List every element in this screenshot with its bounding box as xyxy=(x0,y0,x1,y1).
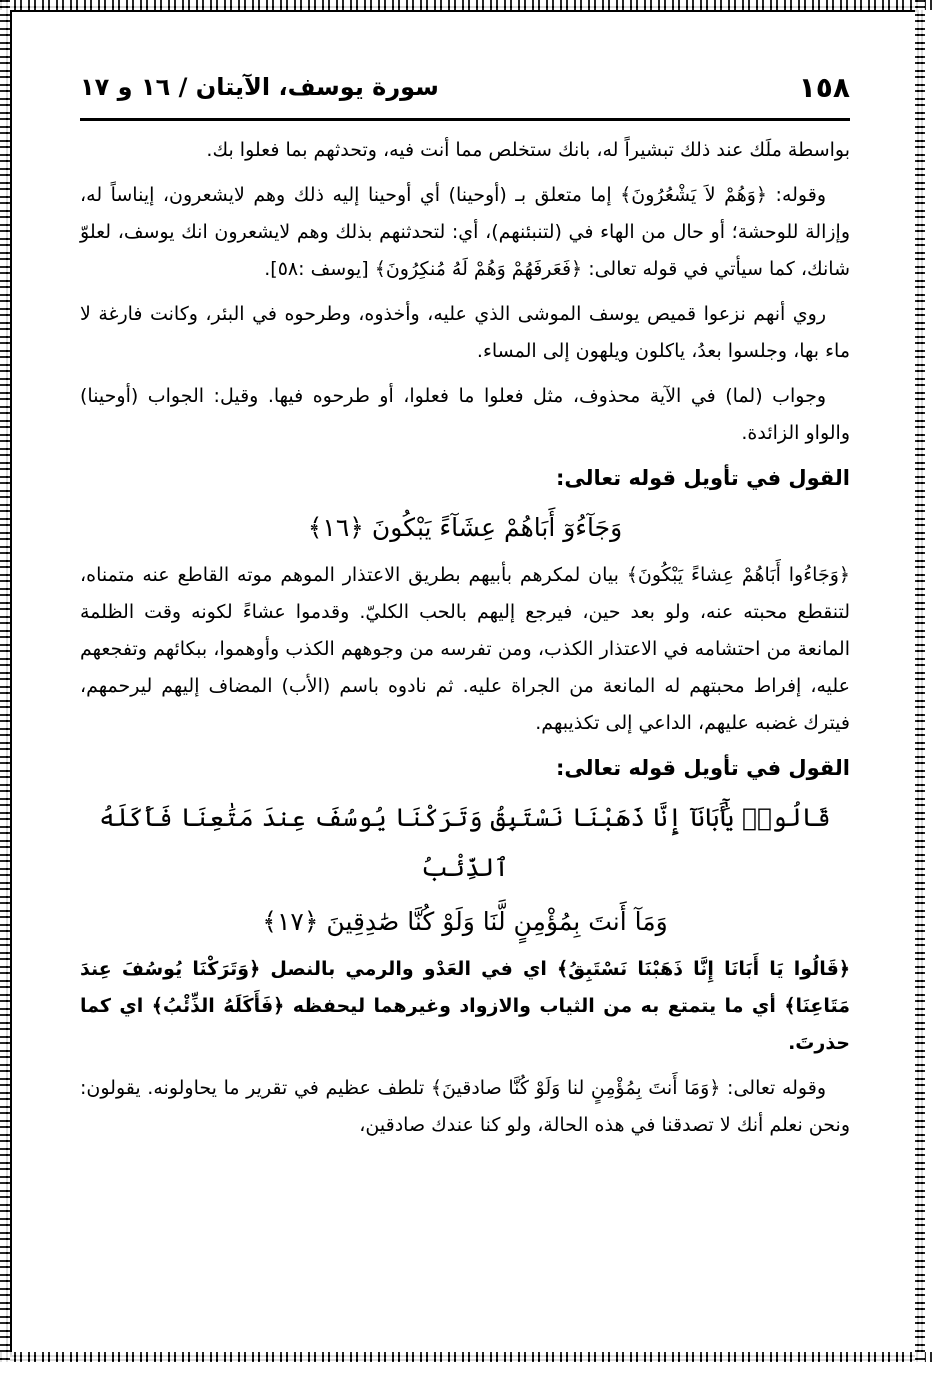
page-body xyxy=(80,132,850,1152)
quran-verse-17-line-2: وَمَآ أَنتَ بِمُؤْمِنٍ لَّنَا وَلَوْ كُنَّا صَٰدِقِينَ ﴿١٧﴾ xyxy=(262,907,668,936)
quran-verse-16: وَجَآءُوٓ أَبَاهُمْ عِشَآءً يَبْكُونَ ﴿١٦﴾ xyxy=(307,513,623,542)
running-title: سورة يوسف، الآيتان / ١٦ و ١٧ xyxy=(80,73,439,101)
border-ornament-bottom xyxy=(0,1352,935,1362)
header-rule xyxy=(80,118,850,121)
quran-verse-17-line-1: قَالُوا۟ يَٰٓأَبَانَآ إِنَّا ذَهَبْنَا نَسْتَبِقُ وَتَرَكْنَا يُوسُفَ عِندَ مَتَٰعِنَا فَأَكَلَهُ ٱلذِّئْبُ xyxy=(99,803,831,882)
paragraph-1: بواسطة ملَك عند ذلك تبشيراً له، بانك ستخلص مما أنت فيه، وتحدثهم بما فعلوا بك. xyxy=(206,139,850,161)
page-header xyxy=(80,62,850,112)
paragraph-2: وقوله: ﴿وَهُمْ لاَ يَشْعُرُونَ﴾ إما متعلق بـ (أوحينا) أي أوحينا إليه ذلك وهم لايشعرون، إيناساً له، وإزالة للوحشة؛ أو حال من الهاء في (لتنبئنهم)، أي: لتحدثنهم بذلك وهم لايشعرون انك يوسف، لعلوّ شانك، كما سيأتي في قوله تعالى: ﴿فَعَرفَهُمْ وَهُمْ لَهُ مُنكِرُونَ﴾ [يوسف :٥٨]. xyxy=(80,184,850,280)
page-number: ١٥٨ xyxy=(798,70,850,104)
paragraph-6: ﴿قَالُوا يَا أَبَانَا إِنَّا ذَهَبْنَا نَسْتَبِقُ﴾ اي في العَدْو والرمي بالنصل ﴿وَتَرَكْنَا يُوسُفَ عِندَ مَتَاعِنَا﴾ أي ما يتمتع به من الثياب والازواد وغيرهما ليحفظه ﴿فَأَكَلَهُ الذِّئْبُ﴾ اي كما حذرتَ. xyxy=(80,958,850,1054)
border-ornament-left xyxy=(0,0,10,1362)
border-ornament-top xyxy=(0,0,935,10)
paragraph-3: روي أنهم نزعوا قميص يوسف الموشى الذي عليه، وأخذوه، وطرحوه في البئر، وكانت فارغة لا ماء بها، وجلسوا بعدُ، ياكلون ويلهون إلى المساء. xyxy=(80,303,850,362)
paragraph-7: وقوله تعالى: ﴿وَمَا أَنتَ بِمُؤْمِنٍ لنا وَلَوْ كُنَّا صادقينَ﴾ تلطف عظيم في تقرير ما يحاولونه. يقولون: ونحن نعلم أنك لا تصدقنا في هذه الحالة، ولو كنا عندك صادقين، xyxy=(80,1077,850,1136)
section-heading-2: القول في تأويل قوله تعالى: xyxy=(556,756,850,780)
section-heading-1: القول في تأويل قوله تعالى: xyxy=(556,466,850,490)
paragraph-4: وجواب (لما) في الآية محذوف، مثل فعلوا ما فعلوا، أو طرحوه فيها. وقيل: الجواب (أوحينا) والواو الزائدة. xyxy=(80,385,850,444)
paragraph-5: ﴿وَجَاءُوا أَبَاهُمْ عِشاءً يَبْكُونَ﴾ بيان لمكرهم بأبيهم بطريق الاعتذار الموهم موته القاطع عنه متمناه، لتنقطع محبته عنه، ولو بعد حين، فيرجع إليهم بالحب الكليّ. وقدموا عشاءً لكونه وقت الظلمة المانعة من احتشامه في الاعتذار الكذب، ومن تفرسه من وجوههم الكذب وأوهموا، ببكائهم وتفجعهم عليه، إفراط محبتهم له المانعة من الجراة عليه. ثم نادوه باسم (الأب) المضاف إليهم ليرحمهم، فيترك غضبه عليهم، الداعي إلى تكذيبهم. xyxy=(80,564,850,734)
border-ornament-right xyxy=(915,0,925,1362)
